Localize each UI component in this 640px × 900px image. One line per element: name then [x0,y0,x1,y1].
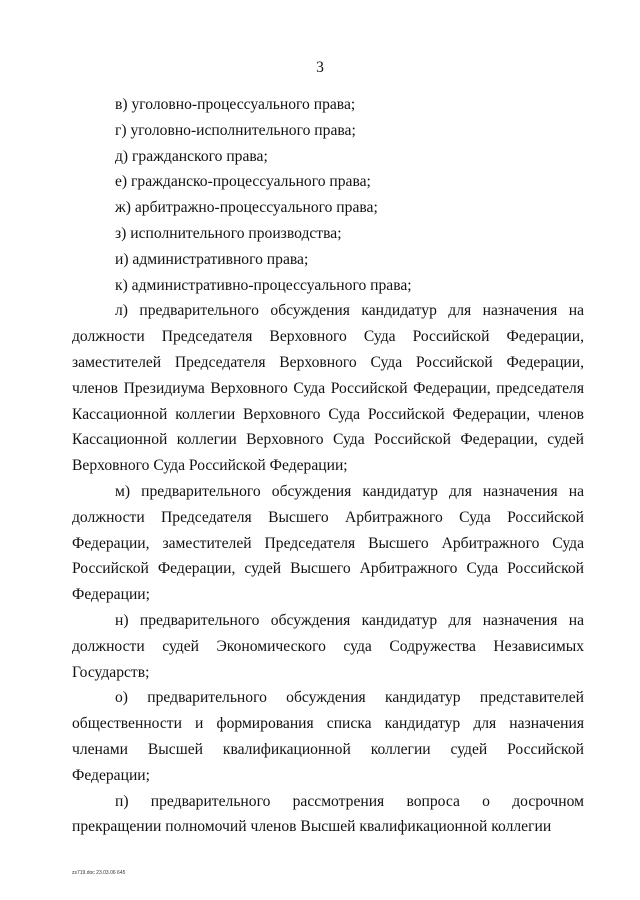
footer-file-reference: zs719.doc 23.03.06 645 [72,870,126,876]
list-item: н) предварительного обсуждения кандидатур для назначения на должности судей Экономического суда Содружества Независимых Государств; [72,611,584,681]
list-item: е) гражданско-процессуального права; [115,173,371,191]
list-item: л) предварительного обсуждения кандидатур для назначения на должности Председателя Верховного Суда Российской Федерации, заместителей Председателя Верховного Суда Российской Федерации, членов Президиума Верховного Суда Российской Федерации, председателя Кассационной коллегии Верховного Суда Российской Федерации, членов Кассационной коллегии Верховного Суда Российской Федерации, судей Верховного Суда Российской Федерации; [72,302,584,475]
page-number: 3 [316,59,324,76]
list-item: к) административно-процессуального права; [115,276,412,294]
list-item: г) уголовно-исполнительного права; [115,121,356,139]
list-item: о) предварительного обсуждения кандидатур представителей общественности и формирования списка кандидатур для назначения членами Высшей квалификационной коллегии судей Российской Федерации; [72,689,584,784]
list-item: в) уголовно-процессуального права; [115,96,356,113]
list-item: п) предварительного рассмотрения вопроса о досрочном прекращении полномочий членов Высшей квалификационной коллегии [72,792,584,836]
list-item: д) гражданского права; [115,147,268,165]
list-item: и) административного права; [115,250,309,268]
list-item: ж) арбитражно-процессуального права; [115,199,378,217]
list-item: з) исполнительного производства; [115,224,342,242]
document-body [72,92,584,840]
list-item: м) предварительного обсуждения кандидатур для назначения на должности Председателя Высшего Арбитражного Суда Российской Федерации, заместителей Председателя Высшего Арбитражного Суда Российской Федерации, судей Высшего Арбитражного Суда Российской Федерации; [72,482,584,604]
